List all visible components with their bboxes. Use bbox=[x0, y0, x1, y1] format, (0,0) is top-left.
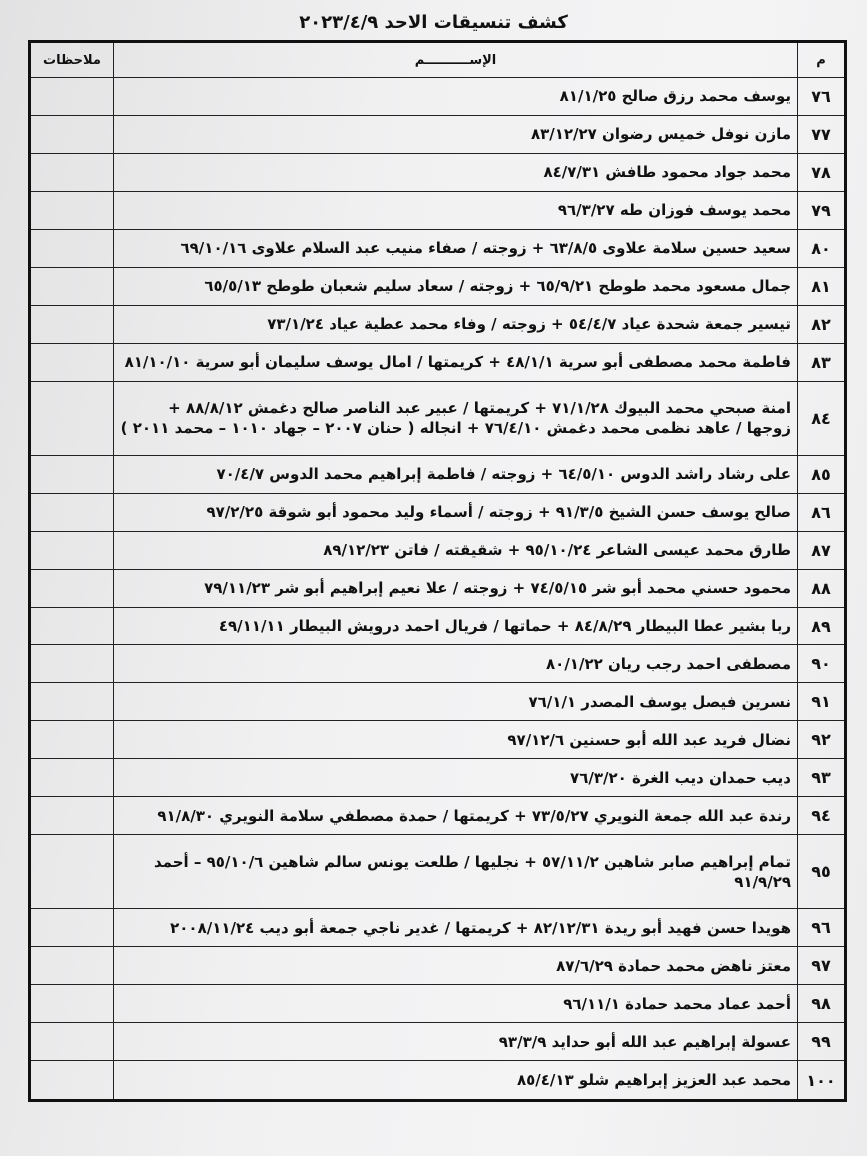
table-row bbox=[30, 909, 846, 947]
header-name: الإســــــــــم bbox=[114, 42, 798, 78]
row-number: ٨٥ bbox=[798, 455, 846, 493]
row-name: فاطمة محمد مصطفى أبو سرية ٤٨/١/١ + كريمتها / امال يوسف سليمان أبو سرية ٨١/١٠/١٠ bbox=[114, 343, 798, 381]
table-row bbox=[30, 797, 846, 835]
row-number: ٧٦ bbox=[798, 78, 846, 116]
row-number: ٨٤ bbox=[798, 381, 846, 455]
row-number: ٨١ bbox=[798, 267, 846, 305]
table-row bbox=[30, 835, 846, 909]
row-notes bbox=[30, 191, 114, 229]
table-row bbox=[30, 531, 846, 569]
row-notes bbox=[30, 78, 114, 116]
row-notes bbox=[30, 569, 114, 607]
row-name: أحمد عماد محمد حمادة ٩٦/١١/١ bbox=[114, 985, 798, 1023]
row-name: ربا بشير عطا البيطار ٨٤/٨/٢٩ + حماتها / فريال احمد درويش البيطار ٤٩/١١/١١ bbox=[114, 607, 798, 645]
row-number: ٧٧ bbox=[798, 115, 846, 153]
row-name: عسولة إبراهيم عبد الله أبو حدايد ٩٣/٣/٩ bbox=[114, 1023, 798, 1061]
row-notes bbox=[30, 455, 114, 493]
row-name: يوسف محمد رزق صالح ٨١/١/٢٥ bbox=[114, 78, 798, 116]
row-name: مصطفى احمد رجب ريان ٨٠/١/٢٢ bbox=[114, 645, 798, 683]
table-row bbox=[30, 381, 846, 455]
table-row bbox=[30, 721, 846, 759]
row-number: ٩٤ bbox=[798, 797, 846, 835]
table-row bbox=[30, 115, 846, 153]
row-number: ٨٦ bbox=[798, 493, 846, 531]
row-notes bbox=[30, 1061, 114, 1101]
row-name: محمد يوسف فوزان طه ٩٦/٣/٢٧ bbox=[114, 191, 798, 229]
table-header-row bbox=[30, 42, 846, 78]
row-number: ٨٣ bbox=[798, 343, 846, 381]
row-notes bbox=[30, 759, 114, 797]
row-notes bbox=[30, 229, 114, 267]
row-notes bbox=[30, 531, 114, 569]
table-row bbox=[30, 343, 846, 381]
row-notes bbox=[30, 607, 114, 645]
row-notes bbox=[30, 721, 114, 759]
row-notes bbox=[30, 985, 114, 1023]
row-notes bbox=[30, 683, 114, 721]
row-name: محمد جواد محمود طافش ٨٤/٧/٣١ bbox=[114, 153, 798, 191]
row-name: مازن نوفل خميس رضوان ٨٣/١٢/٢٧ bbox=[114, 115, 798, 153]
row-number: ٩٩ bbox=[798, 1023, 846, 1061]
row-notes bbox=[30, 645, 114, 683]
row-number: ٨٩ bbox=[798, 607, 846, 645]
row-notes bbox=[30, 305, 114, 343]
row-notes bbox=[30, 153, 114, 191]
row-name: تيسير جمعة شحدة عياد ٥٤/٤/٧ + زوجته / وفاء محمد عطية عياد ٧٣/١/٢٤ bbox=[114, 305, 798, 343]
row-name: امنة صبحي محمد البيوك ٧١/١/٢٨ + كريمتها / عبير عبد الناصر صالح دغمش ٨٨/٨/١٢ + زوجها / عاهد نظمى محمد دغمش ٧٦/٤/١٠ + انجاله ( حنان ٢٠٠٧ – جهاد ١٠١٠ – محمد ٢٠١١ ) bbox=[114, 381, 798, 455]
table-row bbox=[30, 947, 846, 985]
table-row bbox=[30, 78, 846, 116]
header-notes: ملاحظات bbox=[30, 42, 114, 78]
row-name: جمال مسعود محمد طوطح ٦٥/٩/٢١ + زوجته / سعاد سليم شعبان طوطح ٦٥/٥/١٣ bbox=[114, 267, 798, 305]
row-number: ١٠٠ bbox=[798, 1061, 846, 1101]
row-number: ٨٢ bbox=[798, 305, 846, 343]
table-row bbox=[30, 985, 846, 1023]
row-number: ٩١ bbox=[798, 683, 846, 721]
row-name: على رشاد راشد الدوس ٦٤/٥/١٠ + زوجته / فاطمة إبراهيم محمد الدوس ٧٠/٤/٧ bbox=[114, 455, 798, 493]
table-row bbox=[30, 191, 846, 229]
row-name: هويدا حسن فهيد أبو ريدة ٨٢/١٢/٣١ + كريمتها / غدير ناجي جمعة أبو ديب ٢٠٠٨/١١/٢٤ bbox=[114, 909, 798, 947]
table-row bbox=[30, 607, 846, 645]
row-name: صالح يوسف حسن الشيخ ٩١/٣/٥ + زوجته / أسماء وليد محمود أبو شوقة ٩٧/٢/٢٥ bbox=[114, 493, 798, 531]
row-name: محمد عبد العزيز إبراهيم شلو ٨٥/٤/١٣ bbox=[114, 1061, 798, 1101]
row-name: محمود حسني محمد أبو شر ٧٤/٥/١٥ + زوجته / علا نعيم إبراهيم أبو شر ٧٩/١١/٢٣ bbox=[114, 569, 798, 607]
document-title: كشف تنسيقات الاحد ٢٠٢٣/٤/٩ bbox=[299, 12, 568, 33]
table-row bbox=[30, 1023, 846, 1061]
row-number: ٨٧ bbox=[798, 531, 846, 569]
row-number: ٩٣ bbox=[798, 759, 846, 797]
row-number: ٩٠ bbox=[798, 645, 846, 683]
row-number: ٩٨ bbox=[798, 985, 846, 1023]
row-number: ٧٨ bbox=[798, 153, 846, 191]
table-row bbox=[30, 569, 846, 607]
table-row bbox=[30, 153, 846, 191]
row-notes bbox=[30, 909, 114, 947]
row-notes bbox=[30, 835, 114, 909]
table-row bbox=[30, 229, 846, 267]
row-notes bbox=[30, 1023, 114, 1061]
table-row bbox=[30, 455, 846, 493]
row-name: رندة عبد الله جمعة النويري ٧٣/٥/٢٧ + كريمتها / حمدة مصطفي سلامة النويري ٩١/٨/٣٠ bbox=[114, 797, 798, 835]
row-number: ٨٠ bbox=[798, 229, 846, 267]
row-notes bbox=[30, 493, 114, 531]
row-number: ٩٢ bbox=[798, 721, 846, 759]
row-number: ٩٦ bbox=[798, 909, 846, 947]
row-notes bbox=[30, 797, 114, 835]
row-notes bbox=[30, 343, 114, 381]
table-row bbox=[30, 1061, 846, 1101]
row-name: ديب حمدان ديب الغرة ٧٦/٣/٢٠ bbox=[114, 759, 798, 797]
header-num: م bbox=[798, 42, 846, 78]
names-table bbox=[28, 40, 847, 1102]
row-name: معتز ناهض محمد حمادة ٨٧/٦/٢٩ bbox=[114, 947, 798, 985]
row-notes bbox=[30, 947, 114, 985]
row-number: ٨٨ bbox=[798, 569, 846, 607]
row-number: ٧٩ bbox=[798, 191, 846, 229]
table-row bbox=[30, 267, 846, 305]
row-notes bbox=[30, 267, 114, 305]
row-notes bbox=[30, 381, 114, 455]
row-name: نضال فريد عبد الله أبو حسنين ٩٧/١٢/٦ bbox=[114, 721, 798, 759]
table-row bbox=[30, 493, 846, 531]
row-name: سعيد حسين سلامة علاوى ٦٣/٨/٥ + زوجته / صفاء منيب عبد السلام علاوى ٦٩/١٠/١٦ bbox=[114, 229, 798, 267]
table-row bbox=[30, 683, 846, 721]
row-notes bbox=[30, 115, 114, 153]
row-name: تمام إبراهيم صابر شاهين ٥٧/١١/٢ + نجليها / طلعت يونس سالم شاهين ٩٥/١٠/٦ – أحمد ٩١/٩/٢٩ bbox=[114, 835, 798, 909]
row-number: ٩٥ bbox=[798, 835, 846, 909]
table-row bbox=[30, 305, 846, 343]
table-row bbox=[30, 645, 846, 683]
row-number: ٩٧ bbox=[798, 947, 846, 985]
row-name: طارق محمد عيسى الشاعر ٩٥/١٠/٢٤ + شقيقته / فاتن ٨٩/١٢/٢٣ bbox=[114, 531, 798, 569]
row-name: نسرين فيصل يوسف المصدر ٧٦/١/١ bbox=[114, 683, 798, 721]
table-row bbox=[30, 759, 846, 797]
